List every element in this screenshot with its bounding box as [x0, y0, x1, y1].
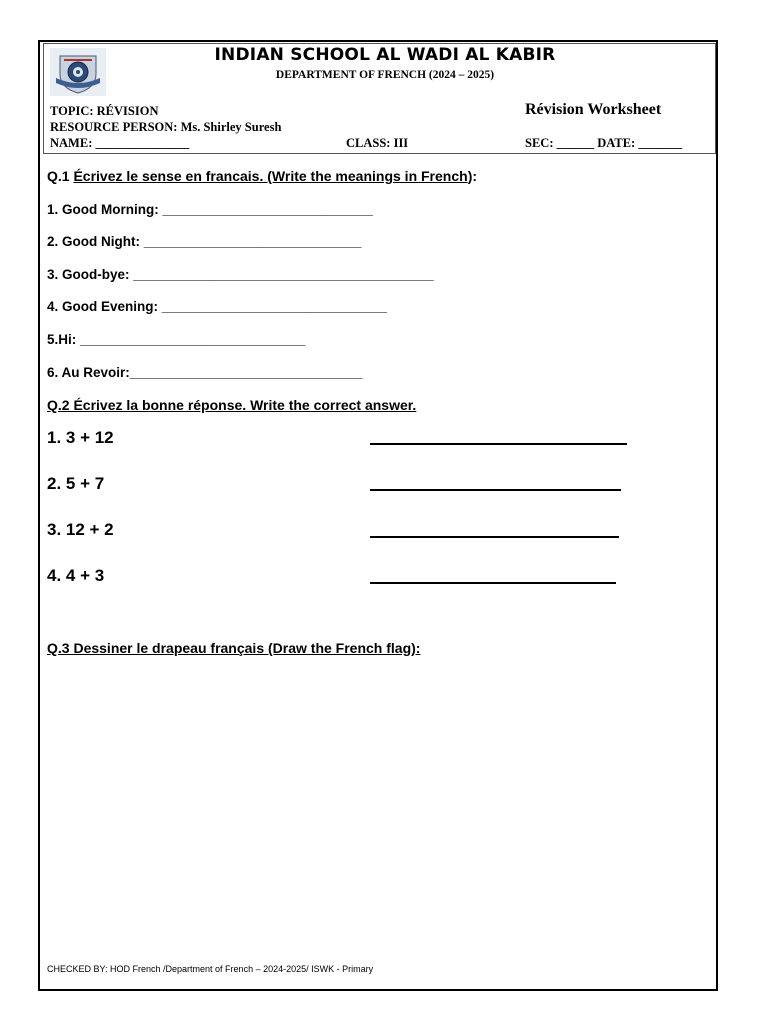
q2-item-2: 2. 5 + 7: [47, 474, 105, 493]
q1-title-end: ):: [467, 168, 478, 184]
q1-item-5: 5.Hi: ______________________________: [47, 332, 306, 347]
q1-title: Écrivez le sense en francais. (Write the meanings in French: [73, 168, 468, 184]
q1-item-3: 3. Good-bye: ________________________________________: [47, 267, 434, 282]
school-name: INDIAN SCHOOL AL WADI AL KABIR: [214, 45, 556, 65]
q2-answer-line-1: [370, 443, 627, 445]
q1-item-1: 1. Good Morning: ____________________________: [47, 202, 373, 217]
class-field: CLASS: III: [346, 136, 409, 150]
q2-item-3: 3. 12 + 2: [47, 520, 114, 539]
q1-item-2: 2. Good Night: _____________________________: [47, 234, 362, 249]
worksheet-title: Révision Worksheet: [525, 101, 662, 118]
q2-answer-line-4: [370, 582, 616, 584]
department-title: DEPARTMENT OF FRENCH (2024 – 2025): [275, 69, 495, 81]
q2-answer-line-2: [370, 489, 621, 491]
q1-number: Q.1: [47, 168, 74, 184]
q1-item-6: 6. Au Revoir:_______________________________: [47, 365, 363, 380]
resource-person-label: RESOURCE PERSON: Ms. Shirley Suresh: [50, 120, 282, 134]
footer-checked-by: CHECKED BY: HOD French /Department of French – 2024-2025/ ISWK - Primary: [47, 964, 374, 974]
q2-answer-line-3: [370, 536, 619, 538]
q2-heading: Q.2 Écrivez la bonne réponse. Write the correct answer.: [47, 397, 417, 413]
q1-heading: [47, 168, 477, 184]
q2-item-4: 4. 4 + 3: [47, 566, 105, 585]
sec-date-field: SEC: ______ DATE: _______: [525, 136, 683, 150]
q3-heading: Q.3 Dessiner le drapeau français (Draw the French flag):: [47, 640, 421, 656]
topic-label: TOPIC: RÉVISION: [50, 104, 159, 118]
q2-item-1: 1. 3 + 12: [47, 428, 114, 447]
q1-item-4: 4. Good Evening: ______________________________: [47, 299, 387, 314]
name-field: NAME: _______________: [50, 136, 190, 150]
